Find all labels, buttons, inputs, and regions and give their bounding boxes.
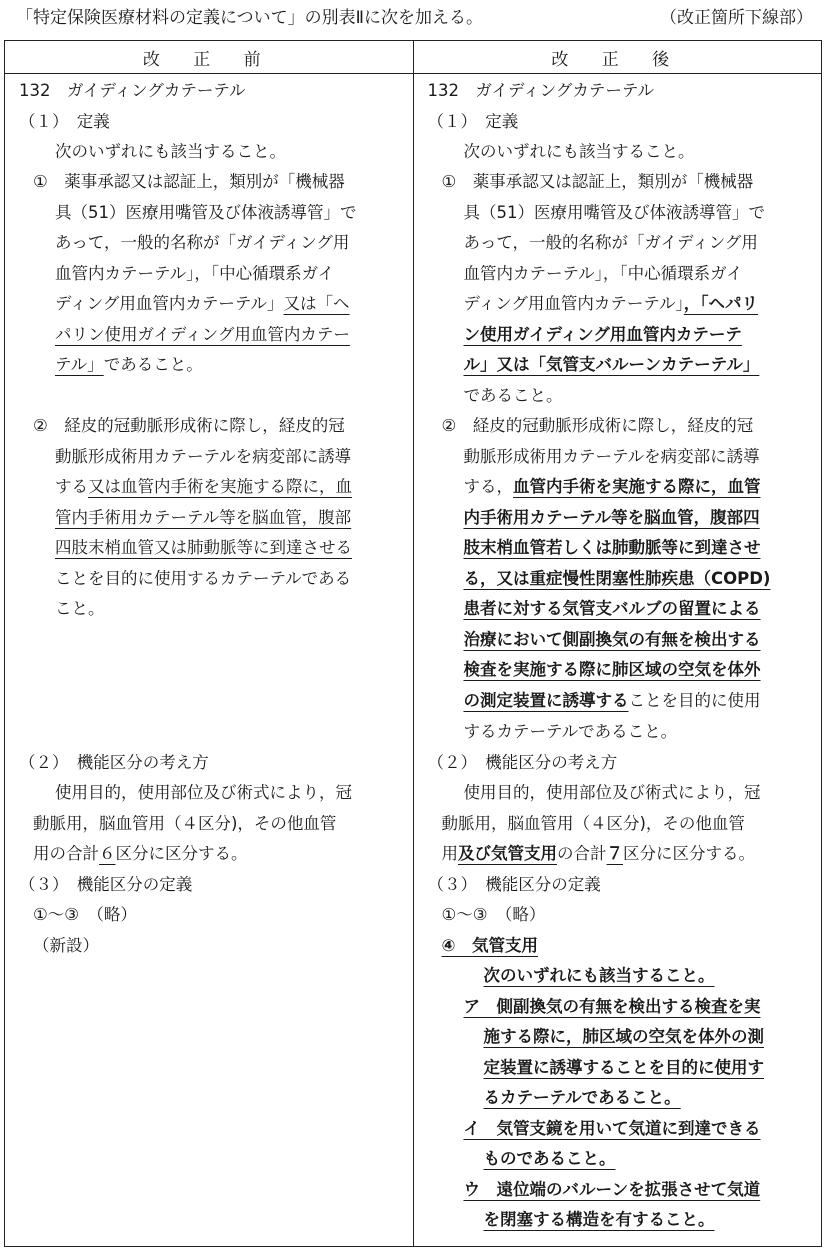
text-segment: 具（51）医療用嘴管及び体液誘導管」で <box>55 203 357 222</box>
before-line <box>55 289 350 319</box>
before-line <box>19 870 192 900</box>
text-segment: ディング用血管内カテーテル」 <box>463 294 684 313</box>
text-segment: であること。 <box>463 386 563 405</box>
text-segment: 血管内カテーテル」，「中心循環系ガイ <box>55 264 335 283</box>
after-line <box>464 594 761 624</box>
amended-text: の測定装置に誘導する <box>463 691 629 710</box>
after-line <box>442 411 754 441</box>
before-line <box>55 594 105 624</box>
after-line <box>464 717 678 747</box>
before-line <box>55 228 349 258</box>
amended-text: 施する際に，肺区域の空気を体外の測 <box>483 1027 764 1046</box>
amended-text: 又は血管内手術を実施する際に，血 <box>88 477 352 496</box>
before-line <box>33 931 99 961</box>
after-line <box>464 320 742 350</box>
amended-text: る，又は重症慢性閉塞性肺疾患（COPD) <box>463 569 771 588</box>
after-line <box>464 442 760 472</box>
amended-text: テル」 <box>55 355 104 374</box>
after-line <box>442 809 745 839</box>
text-segment: する， <box>463 477 513 496</box>
text-segment: こと。 <box>55 599 105 618</box>
before-column <box>5 74 414 1247</box>
amended-text: 検査を実施する際に肺区域の空気を体外 <box>463 660 761 679</box>
before-line <box>19 76 246 106</box>
amended-text: 患者に対する気管支バルブの留置による <box>463 599 761 618</box>
text-segment: ①～③ （略） <box>441 905 546 924</box>
text-segment: ② 経皮的冠動脈形成術に際し，経皮的冠 <box>441 416 754 435</box>
text-segment: ことを目的に使用 <box>628 691 761 710</box>
after-line <box>442 839 756 869</box>
text-segment: あって，一般的名称が「ガイディング用 <box>463 233 758 252</box>
amended-text: イ 気管支鏡を用いて気道に到達できる <box>463 1119 761 1138</box>
amended-text: ン使用ガイディング用血管内カテーテ <box>463 325 742 344</box>
text-segment: 動脈形成術用カテーテルを病変部に誘導 <box>55 447 352 466</box>
text-segment: 使用目的，使用部位及び術式により，冠 <box>55 783 352 802</box>
after-line <box>464 259 743 289</box>
after-line <box>484 1083 681 1113</box>
after-line <box>464 381 563 411</box>
text-segment: の合計 <box>557 844 607 863</box>
after-column <box>413 74 822 1247</box>
after-line <box>464 228 758 258</box>
text-segment: （３） 機能区分の定義 <box>427 875 601 894</box>
text-segment: （２） 機能区分の考え方 <box>427 753 618 772</box>
amended-text: ア 側副換気の有無を検出する検査を実 <box>463 997 761 1016</box>
amended-text: パリン使用ガイディング用血管内カテー <box>55 325 350 344</box>
after-line <box>464 533 761 563</box>
after-line <box>464 1114 761 1144</box>
before-line <box>55 137 286 167</box>
amended-text: 四肢末梢血管又は肺動脈等に到達させる <box>55 538 352 557</box>
amended-text: ④ 気管支用 <box>441 936 538 955</box>
text-segment: （新設） <box>33 936 99 955</box>
text-segment: 次のいずれにも該当すること。 <box>55 142 286 161</box>
before-line <box>55 564 351 594</box>
amended-text: 内手術用カテーテル等を脳血管，腹部四 <box>463 508 760 527</box>
before-line <box>33 900 137 930</box>
text-segment: ① 薬事承認又は認証上，類別が「機械器 <box>441 172 754 191</box>
before-line <box>55 442 351 472</box>
after-line <box>464 198 766 228</box>
before-line <box>19 107 110 137</box>
text-segment: 動脈形成術用カテーテルを病変部に誘導 <box>463 447 760 466</box>
after-line <box>428 748 618 778</box>
amended-text: ウ 遠位端のバルーンを拡張させて気道 <box>463 1180 761 1199</box>
text-segment: ディング用血管内カテーテル」 <box>55 294 284 313</box>
after-line <box>464 564 771 594</box>
after-line <box>464 655 761 685</box>
after-line <box>428 870 601 900</box>
after-line <box>484 1053 765 1083</box>
after-line <box>464 289 759 319</box>
after-line <box>442 931 538 961</box>
text-segment: （３） 機能区分の定義 <box>19 875 193 894</box>
amended-text: ル」又は「気管支バルーンカテーテル」 <box>463 355 760 374</box>
text-segment: する <box>55 477 88 496</box>
amended-text: ６ <box>99 844 116 863</box>
revision-note: （改正箇所下線部） <box>660 8 813 28</box>
text-segment: ① 薬事承認又は認証上，類別が「機械器 <box>33 172 345 191</box>
before-line <box>33 167 345 197</box>
after-line <box>442 900 546 930</box>
amended-text: ，「ヘパリ <box>683 294 759 313</box>
before-line <box>33 839 248 869</box>
text-segment: 動脈用，脳血管用（４区分)，その他血管 <box>33 814 337 833</box>
text-segment: であること。 <box>103 355 203 374</box>
text-segment: 区分に区分する。 <box>623 844 755 863</box>
text-segment: 使用目的，使用部位及び術式により，冠 <box>463 783 761 802</box>
after-line <box>464 472 761 502</box>
before-line <box>55 503 351 533</box>
amended-text: を閉塞する構造を有すること。 <box>483 1210 715 1229</box>
after-line <box>464 625 761 655</box>
after-line <box>484 1205 715 1235</box>
comparison-table <box>4 40 822 1247</box>
column-header-after: 改 正 後 <box>413 41 822 74</box>
amended-text: 次のいずれにも該当すること。 <box>483 966 715 985</box>
text-segment: 具（51）医療用嘴管及び体液誘導管」で <box>463 203 765 222</box>
before-line <box>55 350 203 380</box>
text-segment: 区分に区分する。 <box>115 844 248 863</box>
text-segment: 用の合計 <box>33 844 99 863</box>
after-line <box>428 76 655 106</box>
text-segment: 動脈用，脳血管用（４区分)，その他血管 <box>441 814 745 833</box>
text-segment: するカテーテルであること。 <box>463 722 678 741</box>
before-line <box>33 411 345 441</box>
after-line <box>442 167 754 197</box>
before-line <box>19 748 209 778</box>
amended-text: ７ <box>606 844 623 863</box>
text-segment: （１） 定義 <box>427 112 519 131</box>
amended-text: 肢末梢血管若しくは肺動脈等に到達させ <box>463 538 761 557</box>
amended-text: 及び気管支用 <box>458 844 557 863</box>
after-line <box>464 992 761 1022</box>
before-line <box>55 259 334 289</box>
amended-text: 又は「ヘ <box>283 294 350 313</box>
text-segment: 用 <box>441 844 458 863</box>
after-line <box>484 1144 616 1174</box>
text-segment: ①～③ （略） <box>33 905 137 924</box>
text-segment: 血管内カテーテル」，「中心循環系ガイ <box>463 264 743 283</box>
text-segment: （２） 機能区分の考え方 <box>19 753 209 772</box>
after-line <box>464 1175 761 1205</box>
text-segment: ことを目的に使用するカテーテルである <box>55 569 352 588</box>
before-line <box>55 778 352 808</box>
amended-text: ものであること。 <box>483 1149 616 1168</box>
text-segment: 132 ガイディングカテーテル <box>19 81 246 100</box>
amended-text: 定装置に誘導することを目的に使用す <box>483 1058 764 1077</box>
amended-text: 血管内手術を実施する際に，血管 <box>513 477 761 496</box>
after-line <box>464 350 760 380</box>
text-segment: あって，一般的名称が「ガイディング用 <box>55 233 350 252</box>
text-segment: （１） 定義 <box>19 112 110 131</box>
text-segment: 次のいずれにも該当すること。 <box>463 142 695 161</box>
after-line <box>464 686 761 716</box>
after-line <box>484 961 715 991</box>
column-header-before: 改 正 前 <box>5 41 414 74</box>
amended-text: 治療において側副換気の有無を検出する <box>463 630 761 649</box>
text-segment: 132 ガイディングカテーテル <box>427 81 655 100</box>
before-line <box>55 472 352 502</box>
text-segment: ② 経皮的冠動脈形成術に際し，経皮的冠 <box>33 416 345 435</box>
before-line <box>55 198 357 228</box>
amended-text: 管内手術用カテーテル等を脳血管，腹部 <box>55 508 352 527</box>
after-line <box>464 503 760 533</box>
amended-text: るカテーテルであること。 <box>483 1088 681 1107</box>
before-line <box>55 320 350 350</box>
after-line <box>464 778 761 808</box>
before-line <box>55 533 352 563</box>
after-line <box>464 137 695 167</box>
after-line <box>428 107 519 137</box>
document-title: 「特定保険医療材料の定義について」の別表Ⅱに次を加える。 <box>16 8 484 28</box>
before-line <box>33 809 336 839</box>
after-line <box>484 1022 765 1052</box>
